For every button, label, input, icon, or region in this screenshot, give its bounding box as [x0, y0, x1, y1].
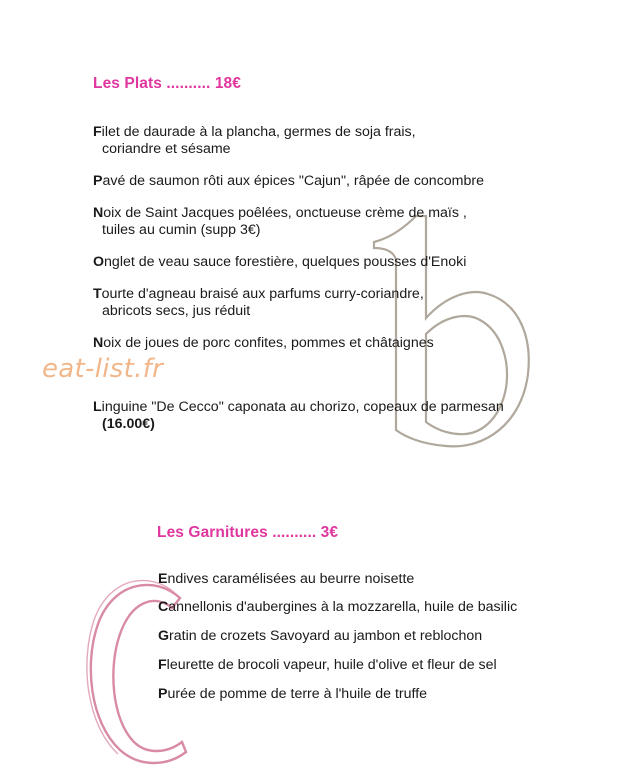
garniture-item	[158, 599, 517, 616]
garniture-item	[158, 686, 427, 703]
menu-item	[93, 286, 424, 320]
item-initial: L	[93, 399, 102, 415]
item-text: nglet de veau sauce forestière, quelques pousses d'Enoki	[104, 254, 467, 270]
item-initial: C	[158, 599, 169, 615]
menu-item	[93, 399, 504, 433]
item-text: inguine "De Cecco" caponata au chorizo, copeaux de parmesan	[101, 399, 504, 415]
garniture-item	[158, 628, 482, 645]
item-text: avé de saumon rôti aux épices "Cajun", râpée de concombre	[102, 173, 485, 189]
section-title-garnitures: Les Garnitures .......... 3€	[157, 524, 339, 541]
item-initial: E	[158, 571, 168, 587]
item-initial: P	[93, 173, 103, 189]
item-text: ndives caramélisées au beurre noisette	[167, 571, 415, 587]
item-text: leurette de brocoli vapeur, huile d'olive et fleur de sel	[166, 657, 497, 673]
garniture-item	[158, 571, 414, 588]
item-initial: F	[93, 124, 102, 140]
menu-item	[93, 335, 434, 352]
item-initial: T	[93, 286, 102, 302]
item-text: annellonis d'aubergines à la mozzarella, huile de basilic	[168, 599, 518, 615]
item-initial: P	[158, 686, 168, 702]
item-initial: O	[93, 254, 105, 270]
item-text: urée de pomme de terre à l'huile de truffe	[167, 686, 428, 702]
item-initial: N	[93, 205, 104, 221]
watermark-eat-list: eat-list.fr	[42, 354, 164, 384]
menu-item	[93, 124, 416, 158]
item-text: ilet de daurade à la plancha, germes de soja frais,	[101, 124, 416, 140]
item-initial: F	[158, 657, 167, 673]
menu-item	[93, 173, 484, 190]
garniture-item	[158, 657, 497, 674]
item-text-line2: abricots secs, jus réduit	[102, 303, 251, 319]
section-title-plats: Les Plats .......... 18€	[93, 75, 241, 92]
item-text-line2: tuiles au cumin (supp 3€)	[102, 222, 261, 238]
item-text-line2: (16.00€)	[102, 416, 155, 432]
item-initial: G	[158, 628, 170, 644]
item-text: ratin de crozets Savoyard au jambon et reblochon	[169, 628, 483, 644]
item-text: ourte d'agneau braisé aux parfums curry-coriandre,	[101, 286, 424, 302]
item-initial: N	[93, 335, 104, 351]
item-text: oix de Saint Jacques poêlées, onctueuse crème de maïs ,	[103, 205, 467, 221]
item-text-line2: coriandre et sésame	[102, 141, 231, 157]
item-text: oix de joues de porc confites, pommes et châtaignes	[103, 335, 434, 351]
menu-item	[93, 205, 467, 239]
menu-item	[93, 254, 466, 271]
